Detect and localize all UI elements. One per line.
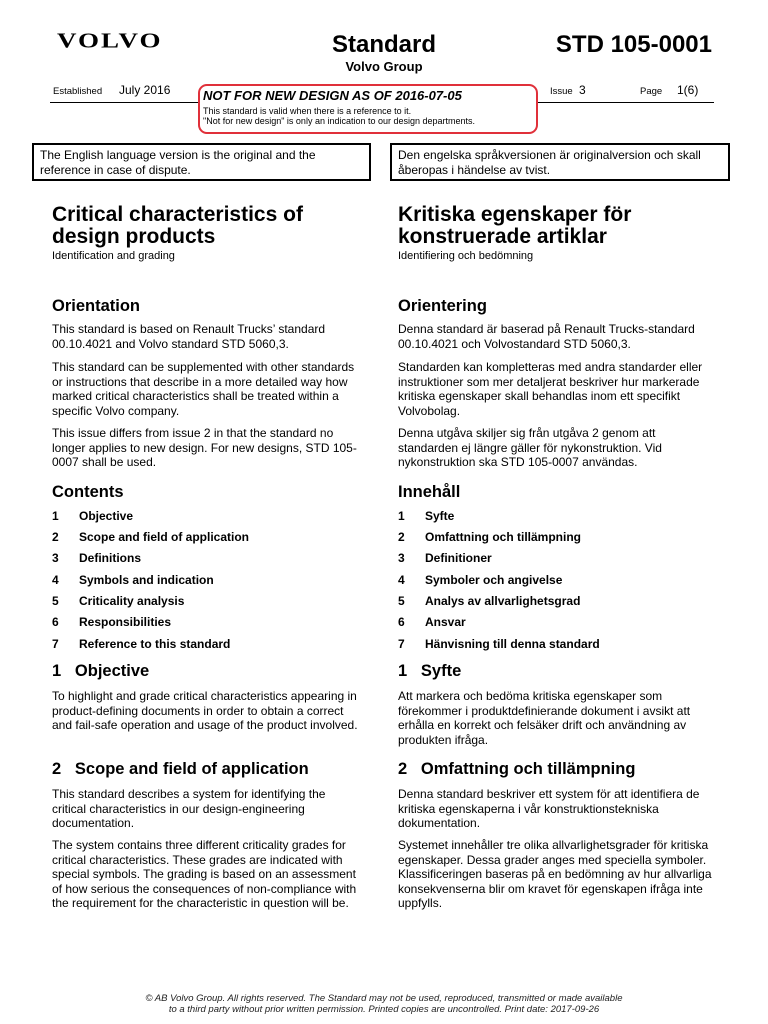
stamp-note-1: This standard is valid when there is a reference to it. <box>203 106 412 116</box>
title-sv: Kritiska egenskaper för konstruerade artiklar <box>398 203 632 248</box>
orientation-paragraph-3-sv: Denna utgåva skiljer sig från utgåva 2 genom att standarden ej längre gäller för nykonstruktion. Vid nykonstruktion ska STD 105-0007 användas. <box>398 426 662 469</box>
document-type: Standard <box>331 31 436 58</box>
title-en: Critical characteristics of design products <box>52 203 303 248</box>
orientation-paragraph-3-en: This issue differs from issue 2 in that the standard no longer applies to new design. For new designs, STD 105-0007 shall be used. <box>52 426 357 469</box>
section-1-paragraph-en: To highlight and grade critical characteristics appearing in product-defining documents in order to obtain a correct and fail-safe operation and usage of the product involved. <box>52 689 358 732</box>
toc-label: Analys av allvarlighetsgrad <box>425 594 581 608</box>
toc-label: Definitioner <box>425 551 492 565</box>
heading-orientation-sv: Orientering <box>398 297 487 315</box>
language-note-sv: Den engelska språkversionen är originalversion och skall åberopas i händelse av tvist. <box>390 143 730 181</box>
orientation-paragraph-1-sv: Denna standard är baserad på Renault Trucks-standard 00.10.4021 och Volvostandard STD 5060,3. <box>398 322 695 351</box>
toc-item-4-en <box>52 573 362 587</box>
toc-item-6-en <box>52 615 362 629</box>
subtitle-en: Identification and grading <box>52 250 175 262</box>
organization-name: Volvo Group <box>345 59 423 74</box>
heading-section-2-en: 2 Scope and field of application <box>52 760 309 778</box>
toc-item-7-sv <box>398 637 718 651</box>
footer-line-2: to a third party without prior written permission. Printed copies are uncontrolled. Print date: 2017-09-26 <box>168 1004 600 1015</box>
toc-number: 1 <box>52 509 59 523</box>
language-note-en: The English language version is the original and the reference in case of dispute. <box>32 143 371 181</box>
toc-item-1-sv <box>398 509 718 523</box>
heading-section-1-sv: 1 Syfte <box>398 662 462 680</box>
toc-item-5-en <box>52 594 362 608</box>
issue-value: 3 <box>579 83 586 97</box>
volvo-logo: VOLVO <box>57 29 163 53</box>
toc-number: 3 <box>52 551 59 565</box>
toc-label: Definitions <box>79 551 141 565</box>
toc-label: Reference to this standard <box>79 637 231 651</box>
toc-label: Syfte <box>425 509 455 523</box>
toc-number: 6 <box>52 615 59 629</box>
section-2-paragraph-1-en: This standard describes a system for identifying the critical characteristics in our design-engineering documentation. <box>52 787 326 830</box>
toc-label: Symbols and indication <box>79 573 214 587</box>
page-label: Page <box>640 86 663 97</box>
toc-item-7-en <box>52 637 362 651</box>
orientation-paragraph-2-sv: Standarden kan kompletteras med andra standarder eller instruktioner som mer detaljerat beskriver hur markerade kritiska egenskaper skall behandlas inom ett specifikt Volvobolag. <box>398 360 703 418</box>
toc-number: 1 <box>398 509 405 523</box>
toc-number: 5 <box>398 594 405 608</box>
toc-label: Criticality analysis <box>79 594 185 608</box>
heading-contents-sv: Innehåll <box>398 483 461 501</box>
toc-label: Ansvar <box>425 615 466 629</box>
footer-line-1: © AB Volvo Group. All rights reserved. The Standard may not be used, reproduced, transmitted or made available <box>145 993 623 1004</box>
subtitle-sv: Identifiering och bedömning <box>398 250 534 262</box>
toc-item-2-en <box>52 530 362 544</box>
toc-number: 3 <box>398 551 405 565</box>
toc-number: 4 <box>398 573 405 587</box>
orientation-paragraph-1-en: This standard is based on Renault Trucks’ standard 00.10.4021 and Volvo standard STD 5060,3. <box>52 322 326 351</box>
established-value: July 2016 <box>119 83 171 97</box>
section-1-paragraph-sv: Att markera och bedöma kritiska egenskaper som förekommer i produktdefinierande dokument i avsikt att erhålla en korrekt och felsäker drift och användning av produkten ifråga. <box>398 689 691 747</box>
toc-label: Scope and field of application <box>79 530 250 544</box>
heading-section-2-sv: 2 Omfattning och tillämpning <box>398 760 636 778</box>
copyright-footer <box>0 993 768 1015</box>
issue-label: Issue <box>550 86 573 97</box>
toc-number: 6 <box>398 615 405 629</box>
standard-number: STD 105-0001 <box>555 31 712 58</box>
toc-label: Responsibilities <box>79 615 172 629</box>
toc-label: Omfattning och tillämpning <box>425 530 581 544</box>
toc-label: Symboler och angivelse <box>425 573 563 587</box>
established-label: Established <box>53 86 103 97</box>
toc-number: 7 <box>52 637 59 651</box>
section-2-paragraph-1-sv: Denna standard beskriver ett system för att identifiera de kritiska egenskaperna i vår konstruktionstekniska dokumentation. <box>398 787 700 830</box>
toc-label: Hänvisning till denna standard <box>425 637 600 651</box>
orientation-paragraph-2-en: This standard can be supplemented with other standards or instructions that describe in a more detailed way how marked critical characteristics shall be treated within a specific Volvo company. <box>52 360 355 418</box>
toc-item-3-en <box>52 551 362 565</box>
heading-section-1-en: 1 Objective <box>52 662 150 680</box>
toc-item-4-sv <box>398 573 718 587</box>
section-2-paragraph-2-sv: Systemet innehåller tre olika allvarlighetsgrader för kritiska egenskaper. Dessa grader anges med speciella symboler. Klassificeringen baseras på en bedömning av hur allvarliga konsekvenserna blir om kravet för egenskapen ifråga inte uppfylls. <box>398 838 712 910</box>
toc-number: 7 <box>398 637 405 651</box>
heading-contents-en: Contents <box>52 483 124 501</box>
section-2-paragraph-2-en: The system contains three different criticality grades for critical characteristics. These grades are indicated with special symbols. The grading is based on an assessment of how serious the consequences of non-compliance with the requirement for the characteristic in question will be. <box>52 838 357 910</box>
toc-number: 2 <box>398 530 405 544</box>
toc-item-1-en <box>52 509 362 523</box>
stamp-title: NOT FOR NEW DESIGN AS OF 2016-07-05 <box>203 88 462 103</box>
toc-number: 4 <box>52 573 59 587</box>
toc-item-3-sv <box>398 551 718 565</box>
toc-item-5-sv <box>398 594 718 608</box>
toc-number: 5 <box>52 594 59 608</box>
toc-number: 2 <box>52 530 59 544</box>
toc-label: Objective <box>79 509 134 523</box>
toc-item-2-sv <box>398 530 718 544</box>
stamp-note-2: "Not for new design" is only an indication to our design departments. <box>203 116 476 126</box>
heading-orientation-en: Orientation <box>52 297 141 315</box>
page-value: 1(6) <box>677 83 699 97</box>
toc-item-6-sv <box>398 615 718 629</box>
